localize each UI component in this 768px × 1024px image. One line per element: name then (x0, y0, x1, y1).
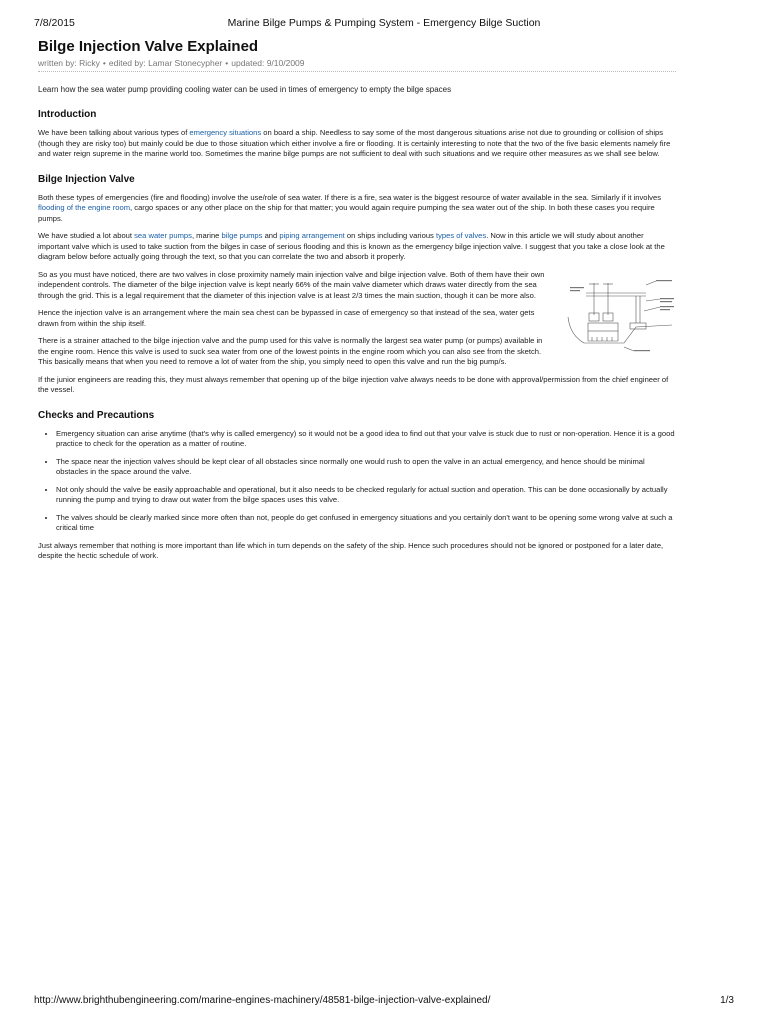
article (38, 38, 676, 569)
article-lead: Learn how the sea water pump providing cooling water can be used in times of emergency to empty the bilge spaces (38, 85, 452, 94)
heading-checks-precautions: Checks and Precautions (38, 409, 155, 421)
link-bilge-pumps[interactable]: bilge pumps (221, 231, 263, 240)
page-number: 1/3 (720, 995, 734, 1006)
link-flooding-engine-room[interactable]: flooding of the engine room (38, 203, 131, 212)
print-header (34, 17, 734, 31)
byline (38, 58, 676, 72)
byline-separator: • (225, 58, 229, 68)
byline-separator: • (102, 58, 106, 68)
link-piping-arrangement[interactable]: piping arrangement (279, 231, 345, 240)
list-item: • Not only should the valve be easily approachable and operational, but it also needs to be checked regularly for actual suction and operation. This can be done occasionally by actually running the pump and trying to draw out water from the bilge spaces uses this valve. (56, 485, 676, 506)
link-sea-water-pumps[interactable]: sea water pumps (134, 231, 192, 240)
print-footer (34, 995, 734, 1009)
article-title: Bilge Injection Valve Explained (38, 38, 259, 55)
bilge-injection-diagram (564, 275, 676, 357)
byline-editor: edited by: Lamar Stonecypher (108, 58, 223, 68)
checks-list (38, 429, 676, 534)
diagram-section (38, 270, 676, 396)
list-item: • The space near the injection valves should be kept clear of all obstacles since normally one would rush to open the valve in an actual emergency, and hence should be minimal obstacles in the space around the valve. (56, 457, 676, 478)
biv-paragraph-2: We have studied a lot about sea water pumps, marine bilge pumps and piping arrangement on ships including various types of valves. Now in this article we will study about another important valve which is used to take suction from the bilges in case of serious flooding and this is known as the emergency bilge injection valve. I suggest that you take a close look at the diagram below before actually going through the text, so that you can correlate the two and absorb it properly. (38, 231, 665, 261)
list-item: • Emergency situation can arise anytime (that's why is called emergency) so it would not be a good idea to find out that your valve is stuck due to rust or non-operation. Hence it is a good practice to check for the operation as a matter of routine. (56, 429, 676, 450)
link-emergency-situations[interactable]: emergency situations (189, 128, 262, 137)
link-types-of-valves[interactable]: types of valves (435, 231, 487, 240)
byline-updated: updated: 9/10/2009 (231, 58, 305, 68)
closing-paragraph: Just always remember that nothing is more important than life which in turn depends on the safety of the ship. Hence such procedures should not be ignored or postponed for a later date, despite the hectic schedule of work. (38, 540, 664, 560)
intro-paragraph: We have been talking about various types of emergency situations on board a ship. Needless to say some of the most dangerous situations arise not due to grounding or collision of ships (though they are risky too) but mainly could be due to those situation which either involve a fire or flooding. It is certainly interesting to note that the two of the five basic elements namely fire and water reign supreme in the marine world too. Sometimes the marine bilge pumps are not sufficient to deal with such situations and we require other measures as we shall see below. (38, 128, 671, 158)
list-item: • The valves should be clearly marked since more often than not, people do get confused in emergency situations and you certainly don't want to be opening some wrong valve at such a critical time (56, 513, 676, 534)
biv-paragraph-4: Hence the injection valve is an arrangement where the main sea chest can be bypassed in case of emergency so that instead of the sea, water gets drawn from within the ship itself. (38, 308, 535, 328)
print-url: http://www.brighthubengineering.com/marine-engines-machinery/48581-bilge-injection-valve-explained/ (34, 995, 491, 1006)
biv-paragraph-5: There is a strainer attached to the bilge injection valve and the pump used for this valve is normally the largest sea water pump (or pumps) available in the engine room. Hence this valve is used to suck sea water from one of the lowest points in the engine room which you can also see from the sketch. This basically means that when you need to remove a lot of water from the ship, you simply need to open this valve and run the big pump/s. (38, 336, 543, 366)
biv-paragraph-3: So as you must have noticed, there are two valves in close proximity namely main injection valve and bilge injection valve. Both of them have their own independent controls. The diameter of the bilge injection valve is kept nearly 66% of the main valve diameter which draws water directly from the sea through the grid. This is a legal requirement that the diameter of this injection valve is at least 2/3 times the main suction, though it can be more also. (38, 269, 545, 300)
heading-bilge-injection-valve: Bilge Injection Valve (38, 173, 135, 185)
print-page-title: Marine Bilge Pumps & Pumping System - Emergency Bilge Suction (227, 17, 541, 29)
biv-paragraph-6: If the junior engineers are reading this, they must always remember that opening up of the bilge injection valve always needs to be done with approval/permission from the chief engineer of the vessel. (38, 374, 669, 394)
heading-introduction: Introduction (38, 109, 97, 120)
biv-paragraph-1: Both these types of emergencies (fire and flooding) involve the use/role of sea water. If there is a fire, sea water is the biggest resource of water available in the sea. Similarly if it involves flooding of the engine room, cargo spaces or any other place on the ship for that matter; you would again require pumping the sea water out of the ship. In both these cases you require pumps. (38, 192, 662, 223)
print-date: 7/8/2015 (34, 17, 75, 29)
byline-author: written by: Ricky (38, 58, 100, 68)
